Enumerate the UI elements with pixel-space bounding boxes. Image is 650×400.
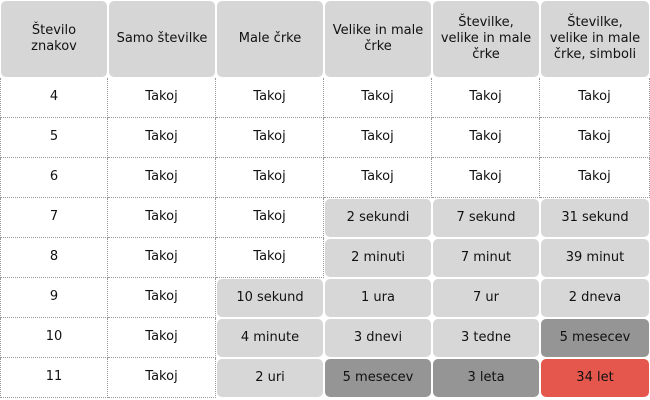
table-cell: Takoj — [216, 78, 324, 118]
table-row-label: 7 — [0, 198, 108, 238]
table-cell: Takoj — [108, 118, 216, 158]
header-character-count: Število znakov — [1, 1, 107, 77]
table-cell: Takoj — [432, 158, 540, 198]
table-cell: Takoj — [216, 158, 324, 198]
table-row-label: 9 — [0, 278, 108, 318]
table-cell: 4 minute — [217, 319, 323, 357]
table-cell: Takoj — [324, 78, 432, 118]
table-cell: Takoj — [108, 318, 216, 358]
table-cell: Takoj — [108, 78, 216, 118]
table-cell: 1 ura — [325, 279, 431, 317]
table-cell: Takoj — [324, 118, 432, 158]
table-cell: Takoj — [540, 118, 650, 158]
table-cell: Takoj — [108, 198, 216, 238]
table-cell: 3 leta — [433, 359, 539, 397]
table-cell: Takoj — [540, 158, 650, 198]
table-cell: 7 minut — [433, 239, 539, 277]
table-cell: 3 dnevi — [325, 319, 431, 357]
table-row-label: 10 — [0, 318, 108, 358]
table-cell: Takoj — [216, 118, 324, 158]
table-cell: 2 dneva — [541, 279, 649, 317]
header-numbers-upper-lower: Številke, velike in male črke — [433, 1, 539, 77]
table-cell: Takoj — [540, 78, 650, 118]
table-cell: Takoj — [216, 198, 324, 238]
table-row-label: 4 — [0, 78, 108, 118]
table-row-label: 11 — [0, 358, 108, 398]
table-cell: Takoj — [324, 158, 432, 198]
table-cell: 3 tedne — [433, 319, 539, 357]
table-cell: 31 sekund — [541, 199, 649, 237]
table-cell: 5 mesecev — [541, 319, 649, 357]
table-cell: Takoj — [108, 278, 216, 318]
table-cell: 2 uri — [217, 359, 323, 397]
table-cell: 2 sekundi — [325, 199, 431, 237]
table-cell: 7 sekund — [433, 199, 539, 237]
table-cell: Takoj — [432, 78, 540, 118]
table-row-label: 5 — [0, 118, 108, 158]
table-cell: 39 minut — [541, 239, 649, 277]
table-cell: 2 minuti — [325, 239, 431, 277]
table-cell: 34 let — [541, 359, 649, 397]
table-cell: 7 ur — [433, 279, 539, 317]
header-numbers-only: Samo številke — [109, 1, 215, 77]
header-lowercase: Male črke — [217, 1, 323, 77]
table-row-label: 6 — [0, 158, 108, 198]
table-cell: Takoj — [432, 118, 540, 158]
table-cell: Takoj — [216, 238, 324, 278]
table-cell: Takoj — [108, 238, 216, 278]
table-row-label: 8 — [0, 238, 108, 278]
header-upper-lower: Velike in male črke — [325, 1, 431, 77]
header-numbers-upper-lower-symbols: Številke, velike in male črke, simboli — [541, 1, 649, 77]
table-cell: 5 mesecev — [325, 359, 431, 397]
table-cell: Takoj — [108, 358, 216, 398]
table-cell: Takoj — [108, 158, 216, 198]
table-cell: 10 sekund — [217, 279, 323, 317]
